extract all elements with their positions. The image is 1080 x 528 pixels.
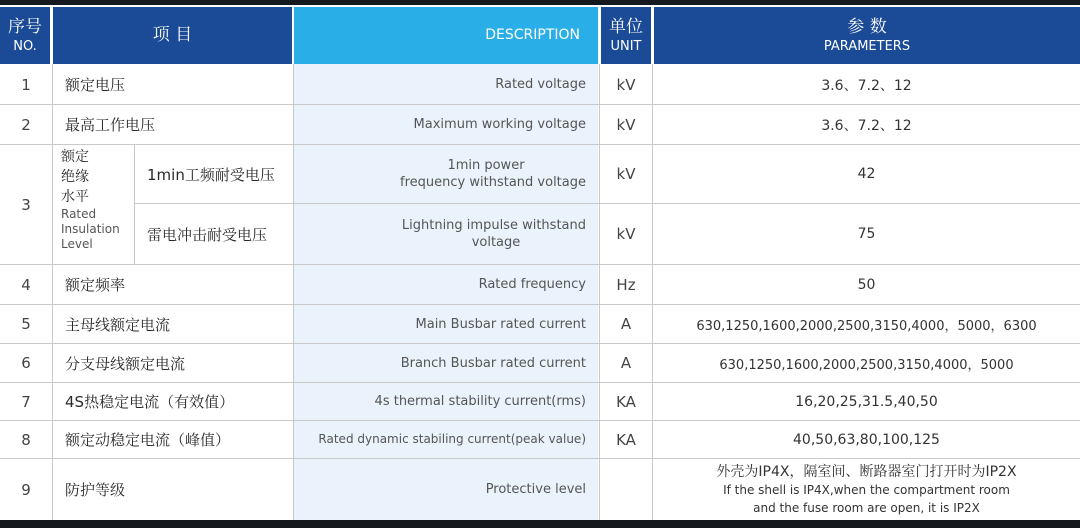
row-3b-description-line-2: voltage — [471, 235, 521, 250]
row-8-item: 额定动稳定电流（峰值） — [65, 431, 231, 449]
row-3a-description-line-2: frequency withstand voltage — [400, 175, 586, 190]
row-9-unit — [600, 459, 652, 520]
row-8-parameter: 40,50,63,80,100,125 — [793, 431, 940, 448]
row-3a-description-line-1: 1min power — [447, 158, 525, 173]
row-2-no: 2 — [21, 115, 31, 134]
row-3b-item: 雷电冲击耐受电压 — [147, 225, 268, 244]
row-1-description: Rated voltage — [495, 77, 586, 92]
header-no-en: NO. — [13, 38, 37, 54]
row-3-no: 3 — [21, 195, 31, 214]
row-5-parameter: 630,1250,1600,2000,2500,3150,4000，5000，6300 — [696, 318, 1037, 334]
top-border — [0, 0, 1080, 5]
row-2-unit: kV — [616, 115, 636, 134]
row-5-no: 5 — [21, 315, 31, 333]
row-7-parameter: 16,20,25,31.5,40,50 — [795, 393, 938, 410]
row-3b-description-line-1: Lightning impulse withstand — [401, 218, 586, 233]
row-1-unit: kV — [616, 75, 636, 94]
header-no — [0, 7, 50, 64]
row-3-group-label — [61, 147, 133, 252]
row-4-description: Rated frequency — [478, 277, 586, 292]
row-9-parameter-en-2: and the fuse room are open, it is IP2X — [753, 500, 980, 515]
row-2-item: 最高工作电压 — [65, 116, 156, 134]
row-3a-item: 1min工频耐受电压 — [147, 165, 275, 184]
row-4-item: 额定频率 — [65, 276, 126, 294]
row-4-no: 4 — [21, 275, 31, 294]
row-6-parameter: 630,1250,1600,2000,2500,3150,4000，5000 — [719, 357, 1014, 373]
header-no-zh: 序号 — [8, 16, 42, 37]
row-3-group-zh-1: 额定 — [61, 149, 89, 165]
header-item-zh: 项 目 — [152, 25, 193, 45]
bottom-border — [0, 520, 1080, 528]
row-5-description: Main Busbar rated current — [415, 316, 586, 332]
row-3b-parameter: 75 — [857, 226, 876, 242]
row-1-parameter: 3.6、7.2、12 — [821, 77, 912, 94]
row-4-parameter: 50 — [857, 276, 876, 293]
header-unit-en: UNIT — [610, 38, 642, 54]
row-7-description: 4s thermal stability current(rms) — [374, 394, 586, 409]
row-3-group-zh-2: 绝缘 — [61, 169, 89, 185]
row-4-unit: Hz — [616, 275, 636, 294]
row-9-no: 9 — [21, 480, 31, 499]
row-8-unit: KA — [616, 430, 636, 449]
row-6-description: Branch Busbar rated current — [400, 355, 586, 371]
row-7-item: 4S热稳定电流（有效值） — [65, 393, 235, 411]
row-8-description: Rated dynamic stabiling current(peak value) — [318, 432, 586, 446]
row-3a-description — [294, 145, 599, 203]
header-unit-zh: 单位 — [609, 16, 643, 37]
header-unit — [601, 7, 651, 64]
row-3-group-en-1: Rated — [61, 207, 97, 221]
row-3-group-en-3: Level — [61, 237, 93, 251]
row-2-description: Maximum working voltage — [413, 117, 586, 132]
header-parameters-zh: 参 数 — [847, 16, 887, 37]
row-9-parameter — [653, 459, 1080, 520]
row-9-parameter-en-1: If the shell is IP4X,when the compartment room — [723, 482, 1010, 497]
row-6-unit: A — [620, 354, 632, 372]
row-7-unit: KA — [616, 392, 636, 411]
row-3-group-zh-3: 水平 — [61, 189, 89, 205]
row-1-no: 1 — [21, 75, 31, 94]
row-3a-unit: kV — [616, 165, 636, 183]
row-9-parameter-zh: 外壳为IP4X，隔室间、断路器室门打开时为IP2X — [716, 463, 1017, 480]
row-5-unit: A — [620, 315, 632, 333]
row-8-no: 8 — [21, 430, 31, 449]
header-parameters-en: PARAMETERS — [823, 38, 911, 54]
row-7-no: 7 — [21, 392, 31, 411]
header-parameters — [654, 7, 1080, 64]
row-3b-unit: kV — [616, 225, 636, 243]
row-2-parameter: 3.6、7.2、12 — [821, 117, 912, 134]
row-5-item: 主母线额定电流 — [65, 315, 171, 334]
row-3a-parameter: 42 — [857, 166, 876, 182]
row-1-item: 额定电压 — [65, 76, 126, 94]
header-item — [53, 7, 292, 64]
row-3b-description — [294, 204, 599, 264]
row-9-description: Protective level — [485, 482, 586, 497]
row-9-item: 防护等级 — [65, 481, 126, 499]
row-3-group-en-2: Insulation — [61, 222, 120, 236]
header-description-en: DESCRIPTION — [485, 27, 580, 43]
header-description — [294, 7, 598, 64]
row-6-item: 分支母线额定电流 — [65, 354, 186, 373]
row-6-no: 6 — [21, 354, 31, 372]
